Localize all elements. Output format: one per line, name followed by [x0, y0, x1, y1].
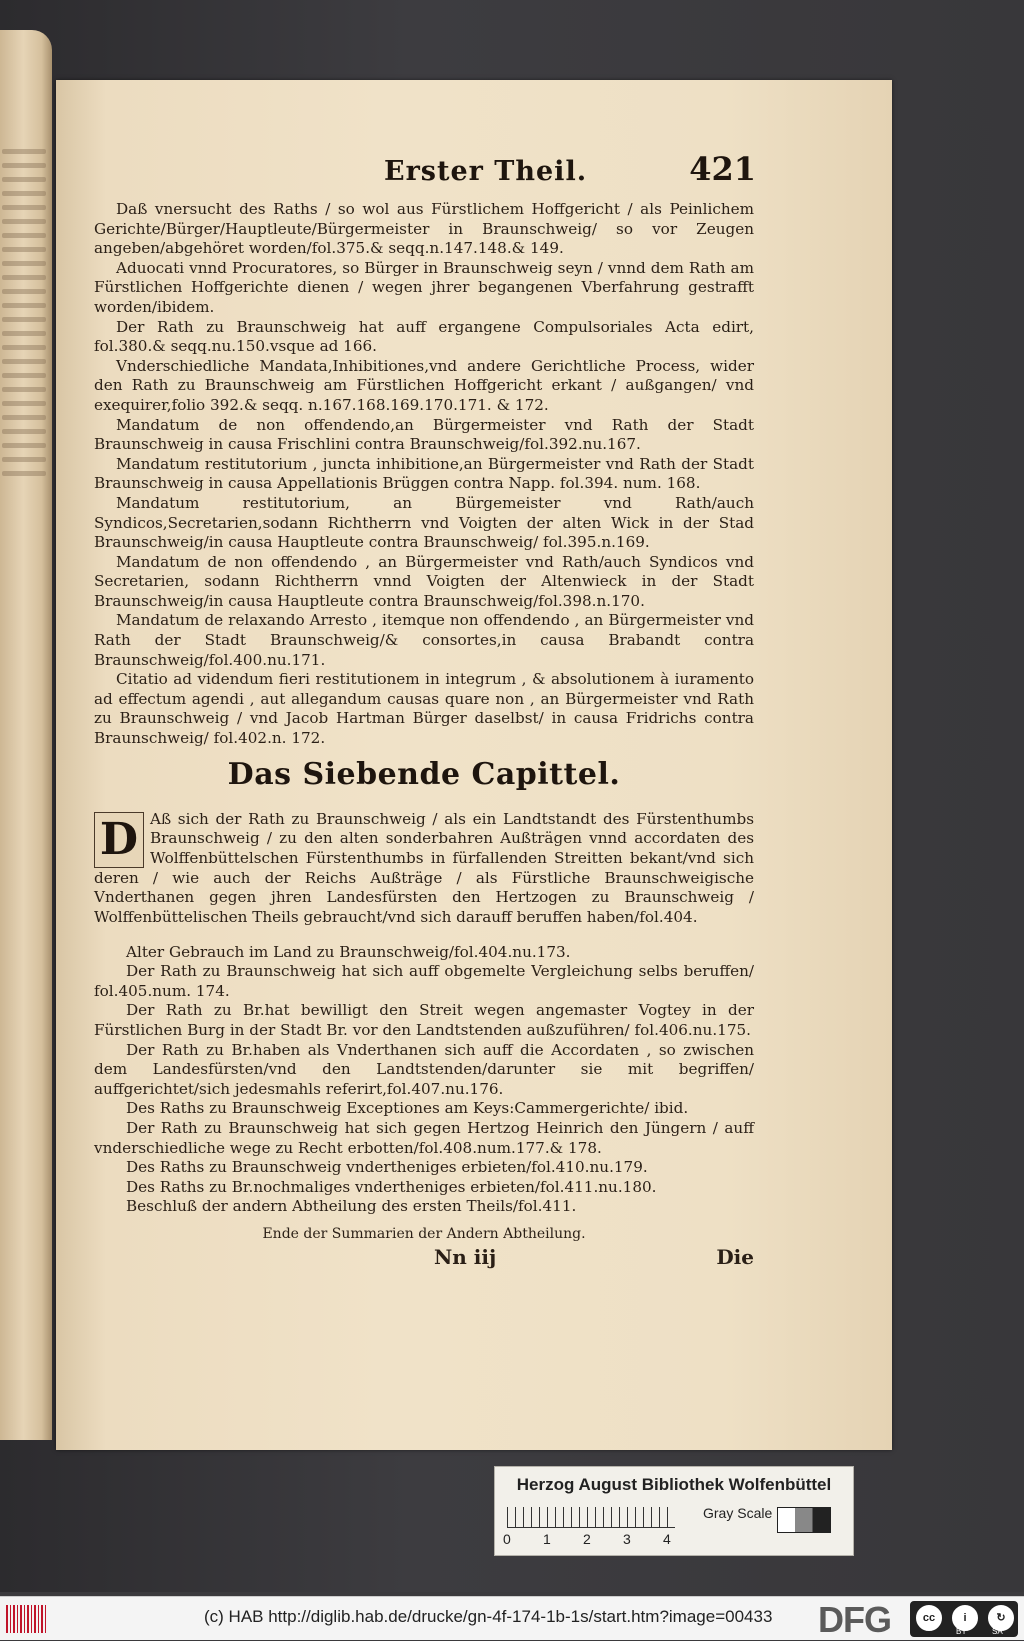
chapter-entry: Alter Gebrauch im Land zu Braunschweig/fol.404.nu.173.	[126, 942, 571, 961]
ruler-scale	[507, 1507, 675, 1528]
chapter-entry: Der Rath zu Braunschweig hat sich gegen Hertzog Heinrich den Jüngern / auff vnderschiedliche wege zu Recht erbotten/fol.408.num.177.& 178.	[94, 1118, 754, 1157]
summary-entry: Mandatum de relaxando Arresto , itemque non offendendo , an Bürgermeister vnd Rath der Stadt Braunschweig/& consortes,in causa Brabandt contra Braunschweig/fol.400.nu.171.	[94, 611, 754, 669]
signature-row	[94, 1245, 754, 1278]
summary-entry: Vnderschiedliche Mandata,Inhibitiones,vnd andere Gerichtliche Process, wider den Rath zu Braunschweig am Fürstlichen Hoffgericht erkant / außgangen/ vnd exequirer,folio 392.& seqq. n.167.168.169.170.171. & 172.	[94, 356, 754, 414]
catchword: Die	[716, 1245, 754, 1270]
summary-entry: Mandatum de non offendendo , an Bürgermeister vnd Rath/auch Syndicos vnd Secretarien, sodann Richtherrn vnnd Voigten der Altenwieck in der Stadt Braunschweig/in causa Hauptleute contra Braunschweig/fol.398.n.170.	[94, 552, 754, 610]
summary-entry: Mandatum restitutorium, an Bürgemeister vnd Rath/auch Syndicos,Secretarien,sodann Richtherrn vnd Voigten der alten Wick in der Stad Braunschweig/in causa Hauptleute contra Braunschweig/ fol.395.n.169.	[94, 493, 754, 552]
end-of-summaries: Ende der Summarien der Andern Abtheilung.	[262, 1225, 586, 1242]
chapter-entry: Des Raths zu Braunschweig Exceptiones am Keys:Cammergerichte/ ibid.	[126, 1099, 689, 1118]
ruler-number: 2	[583, 1531, 591, 1547]
summary-entry: Mandatum de non offendendo,an Bürgermeister vnd Rath der Stadt Braunschweig in causa Frischlini contra Braunschweig/fol.392.nu.167.	[94, 415, 754, 454]
cc-icon: cc	[916, 1605, 942, 1631]
library-name: Herzog August Bibliothek Wolfenbüttel	[516, 1475, 832, 1494]
footer-bar	[0, 1596, 1024, 1640]
chapter-entry: Der Rath zu Br.hat bewilligt den Streit wegen angemaster Vogtey in der Fürstlichen Burg in der Stadt Br. vor den Landtstenden außzuführen/ fol.406.nu.175.	[94, 1001, 754, 1039]
chapter-entry: Beschluß der andern Abtheilung des ersten Theils/fol.411.	[126, 1197, 577, 1216]
summary-entry: Mandatum restitutorium , juncta inhibitione,an Bürgermeister vnd Rath der Stadt Braunschweig in causa Appellationis Brüggen contra Napp. fol.394. num. 168.	[94, 454, 754, 493]
summary-entry: Der Rath zu Braunschweig hat auff ergangene Compulsoriales Acta edirt, fol.380.& seqq.nu.150.vsque ad 166.	[94, 317, 754, 356]
grayscale-swatch	[777, 1507, 831, 1533]
previous-page-edge	[0, 30, 52, 1440]
signature-mark: Nn iij	[434, 1245, 497, 1270]
grayscale-label: Gray Scale	[703, 1505, 773, 1521]
page-text	[94, 150, 756, 1278]
ruler-number: 4	[663, 1531, 671, 1547]
running-head: Erster Theil.	[384, 156, 588, 187]
ruler-number: 3	[623, 1531, 631, 1547]
page-header	[94, 150, 756, 198]
copyright-link[interactable]: (c) HAB http://diglib.hab.de/drucke/gn-4f-174-1b-1s/start.htm?image=00433	[204, 1607, 773, 1626]
chapter-entry: Der Rath zu Braunschweig hat sich auff obgemelte Vergleichung selbs beruffen/ fol.405.num. 174.	[94, 962, 754, 1000]
chapter-entry: Des Raths zu Br.nochmaliges vndertheniges erbieten/fol.411.nu.180.	[126, 1177, 657, 1196]
summary-entry: Aduocati vnnd Procuratores, so Bürger in Braunschweig seyn / vnnd dem Rath am Fürstlichen Hoffgerichte dienen / wegen jhrer begangenen Vberfahrung gestrafft worden/ibidem.	[94, 258, 754, 316]
chapter-entry: Der Rath zu Br.haben als Vnderthanen sich auff die Accordaten , so zwischen dem Landesfürsten/vnd den Landtstenden/darunter sie mit begriffen/ auffgerichtet/sich jedesmahls referirt,fol.407.nu.176.	[94, 1040, 754, 1098]
cc-license-badge[interactable]	[910, 1601, 1018, 1637]
cc-sa-label: SA	[992, 1627, 1003, 1636]
dfg-logo: DFG	[818, 1599, 891, 1640]
book-page	[56, 80, 892, 1450]
chapter-intro	[94, 810, 754, 928]
chapter-entry: Des Raths zu Braunschweig vndertheniges erbieten/fol.410.nu.179.	[126, 1158, 648, 1177]
page-number: 421	[689, 150, 756, 188]
dropcap-initial: D	[94, 812, 144, 868]
color-target-card	[494, 1466, 854, 1556]
sa-icon: ↻	[988, 1605, 1014, 1631]
barcode-icon	[6, 1605, 46, 1633]
cc-by-label: BY	[956, 1627, 967, 1636]
ruler-number: 1	[543, 1531, 551, 1547]
chapter-heading: Das Siebende Capittel.	[227, 756, 621, 792]
by-icon: i	[952, 1605, 978, 1631]
chapter-intro-text: Aß sich der Rath zu Braunschweig / als ein Landtstandt des Fürstenthumbs Braunschweig / zu den alten sonderbahren Außträgen vnnd accordaten des Wolffenbüttelschen Fürstenthumbs in fürfallenden Streitten bekant/vnd sich deren / wie auch der Reichs Außträge / als Fürstliche Braunschweigische Vnderthanen gegen jhren Landesfürsten den Hertzogen zu Braunschweig / Wolffenbüttelischen Theils gebraucht/vnd sich darauff beruffen haben/fol.404.	[94, 809, 754, 926]
summary-entry: Citatio ad videndum fieri restitutionem in integrum , & absolutionem à iuramento ad effectum agendi , aut allegandum causas quare non , an Bürgermeister vnd Rath zu Braunschweig / vnd Jacob Hartman Bürger daselbst/ in causa Fridrichs contra Braunschweig/ fol.402.n. 172.	[94, 670, 754, 748]
summary-entry: Daß vnersucht des Raths / so wol aus Fürstlichem Hoffgericht / als Peinlichem Gerichte/Bürger/Hauptleute/Bürgermeister in Braunschweig/ so vor Zeugen angeben/abgehöret worden/fol.375.& seqq.n.147.148.& 149.	[94, 200, 754, 258]
ruler-number: 0	[503, 1531, 511, 1547]
